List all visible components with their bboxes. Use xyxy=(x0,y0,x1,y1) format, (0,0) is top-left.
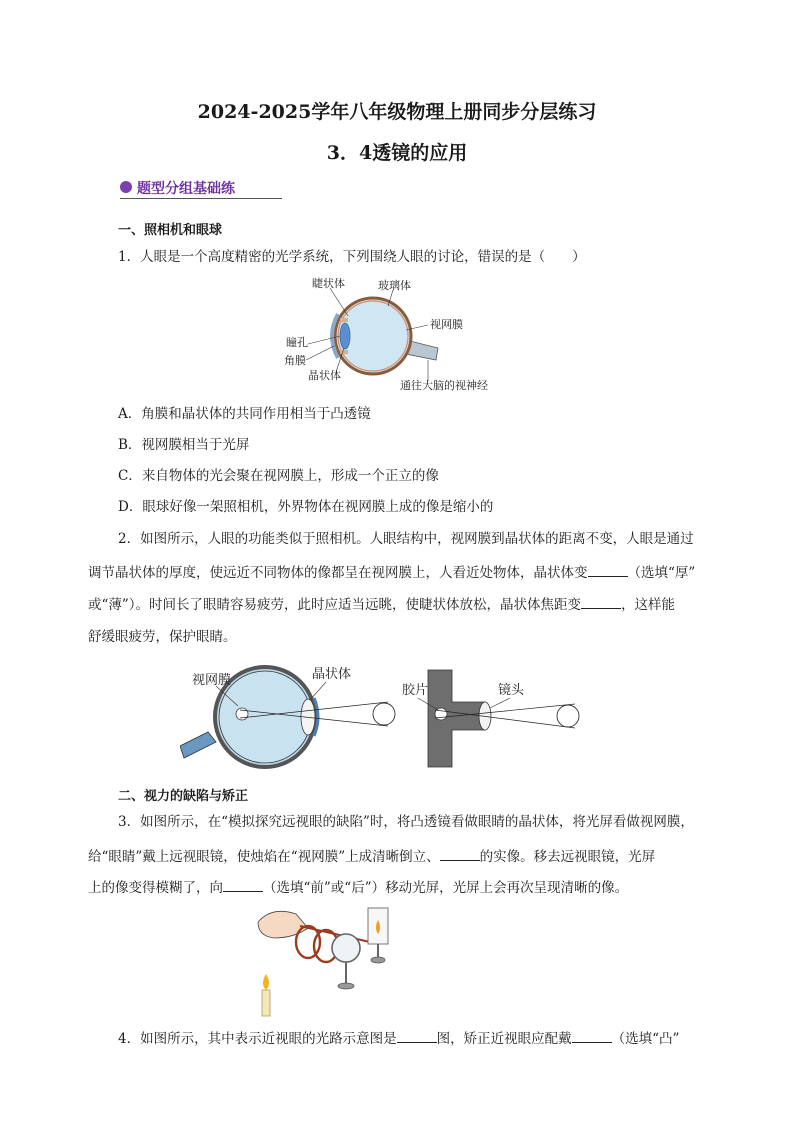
q3-line2 xyxy=(88,845,655,865)
eye-inner xyxy=(219,671,311,763)
label-ciliary: 睫状体 xyxy=(312,277,345,290)
candle-body xyxy=(262,990,270,1016)
q1-option-b: B．视网膜相当于光屏 xyxy=(118,437,250,453)
q2-line1: 2．如图所示，人眼的功能类似于照相机。人眼结构中，视网膜到晶状体的距离不变，人眼是通过 xyxy=(118,531,694,547)
lens-stand-base xyxy=(338,983,354,989)
q1-option-a: A．角膜和晶状体的共同作用相当于凸透镜 xyxy=(118,406,371,422)
ciliary-upper xyxy=(340,318,348,322)
q1-stem: 1．人眼是一个高度精密的光学系统，下列围绕人眼的讨论，错误的是（ ） xyxy=(118,249,586,265)
section-tag xyxy=(120,178,282,199)
label-cornea: 角膜 xyxy=(284,354,306,367)
q3-line1: 3．如图所示，在“模拟探究远视眼的缺陷”时，将凸透镜看做眼睛的晶状体，将光屏看做视网膜， xyxy=(118,814,694,830)
q4-text-a: 4．如图所示，其中表示近视眼的光路示意图是 xyxy=(118,1031,397,1047)
ciliary-lower xyxy=(340,350,348,354)
q4-text-b: 图，矫正近视眼应配戴 xyxy=(436,1031,572,1047)
eye-camera-figure xyxy=(180,662,600,772)
lens-shape xyxy=(340,323,350,349)
q2-line3 xyxy=(88,593,675,613)
part1-heading: 一、照相机和眼球 xyxy=(118,223,223,238)
q1-option-d: D．眼球好像一架照相机，外界物体在视网膜上成的像是缩小的 xyxy=(118,499,494,515)
q3-blank-2[interactable] xyxy=(223,879,263,892)
apple-object-right xyxy=(557,705,579,727)
part2-heading: 二、视力的缺陷与矫正 xyxy=(118,789,249,804)
candle-flame xyxy=(263,974,269,990)
q4-line1 xyxy=(118,1030,679,1048)
convex-lens xyxy=(332,934,360,962)
label-retina-2: 视网膜 xyxy=(192,673,232,688)
q2-line3-text-b: ，这样能 xyxy=(621,597,676,613)
label-pupil: 瞳孔 xyxy=(286,336,308,349)
q1-option-c: C．来自物体的光会聚在视网膜上，形成一个正立的像 xyxy=(118,468,439,484)
film-image-apple xyxy=(435,708,447,720)
q2-line2-text-b: （选填“厚” xyxy=(627,565,696,581)
q3-line2-text-a: 给“眼睛”戴上远视眼镜，使烛焰在“视网膜”上成清晰倒立、 xyxy=(88,849,440,865)
q2-line4: 舒缓眼疲劳，保护眼睛。 xyxy=(88,629,237,645)
apple-object-left xyxy=(373,703,395,725)
q4-blank-1[interactable] xyxy=(397,1030,437,1043)
q2-blank-1[interactable] xyxy=(588,564,628,577)
q3-line2-text-b: 的实像。移去远视眼镜，光屏 xyxy=(479,849,656,865)
q2-line3-text-a: 或“薄”）。时间长了眼睛容易疲劳，此时应适当远眺，使睫状体放松，晶状体焦距变 xyxy=(88,597,582,613)
screen-stand-base xyxy=(371,957,385,963)
hand-shape xyxy=(258,911,308,938)
q4-text-c: （选填“凸” xyxy=(611,1031,680,1047)
label-lens: 晶状体 xyxy=(308,369,341,382)
retina-image-apple xyxy=(236,708,248,720)
document-subtitle: 3．4透镜的应用 xyxy=(326,142,468,164)
section-tag-label: 题型分组基础练 xyxy=(137,181,235,197)
label-vitreous: 玻璃体 xyxy=(378,279,411,292)
label-film: 胶片 xyxy=(402,683,429,698)
q3-line3-text-b: （选填“前”或“后”）移动光屏，光屏上会再次呈现清晰的像。 xyxy=(263,880,629,896)
q3-blank-1[interactable] xyxy=(440,848,480,861)
eye-anatomy-figure xyxy=(278,276,518,396)
optic-nerve-shape xyxy=(180,732,216,758)
farsighted-experiment-figure xyxy=(250,902,420,1020)
q2-line2-text-a: 调节晶状体的厚度，使远近不同物体的像都呈在视网膜上，人看近处物体，晶状体变 xyxy=(88,565,588,581)
q2-blank-2[interactable] xyxy=(581,596,621,609)
q3-line3-text-a: 上的像变得模糊了，向 xyxy=(88,880,223,896)
label-lens-2: 晶状体 xyxy=(312,667,352,682)
label-retina: 视网膜 xyxy=(430,318,463,331)
q4-blank-2[interactable] xyxy=(572,1030,612,1043)
label-camera-lens: 镜头 xyxy=(498,683,525,698)
q2-line2 xyxy=(88,561,695,581)
document-title: 2024-2025学年八年级物理上册同步分层练习 xyxy=(197,101,597,123)
bullet-dot-icon xyxy=(120,181,132,193)
q3-line3 xyxy=(88,876,628,896)
label-nerve: 通往大脑的视神经 xyxy=(400,379,488,392)
